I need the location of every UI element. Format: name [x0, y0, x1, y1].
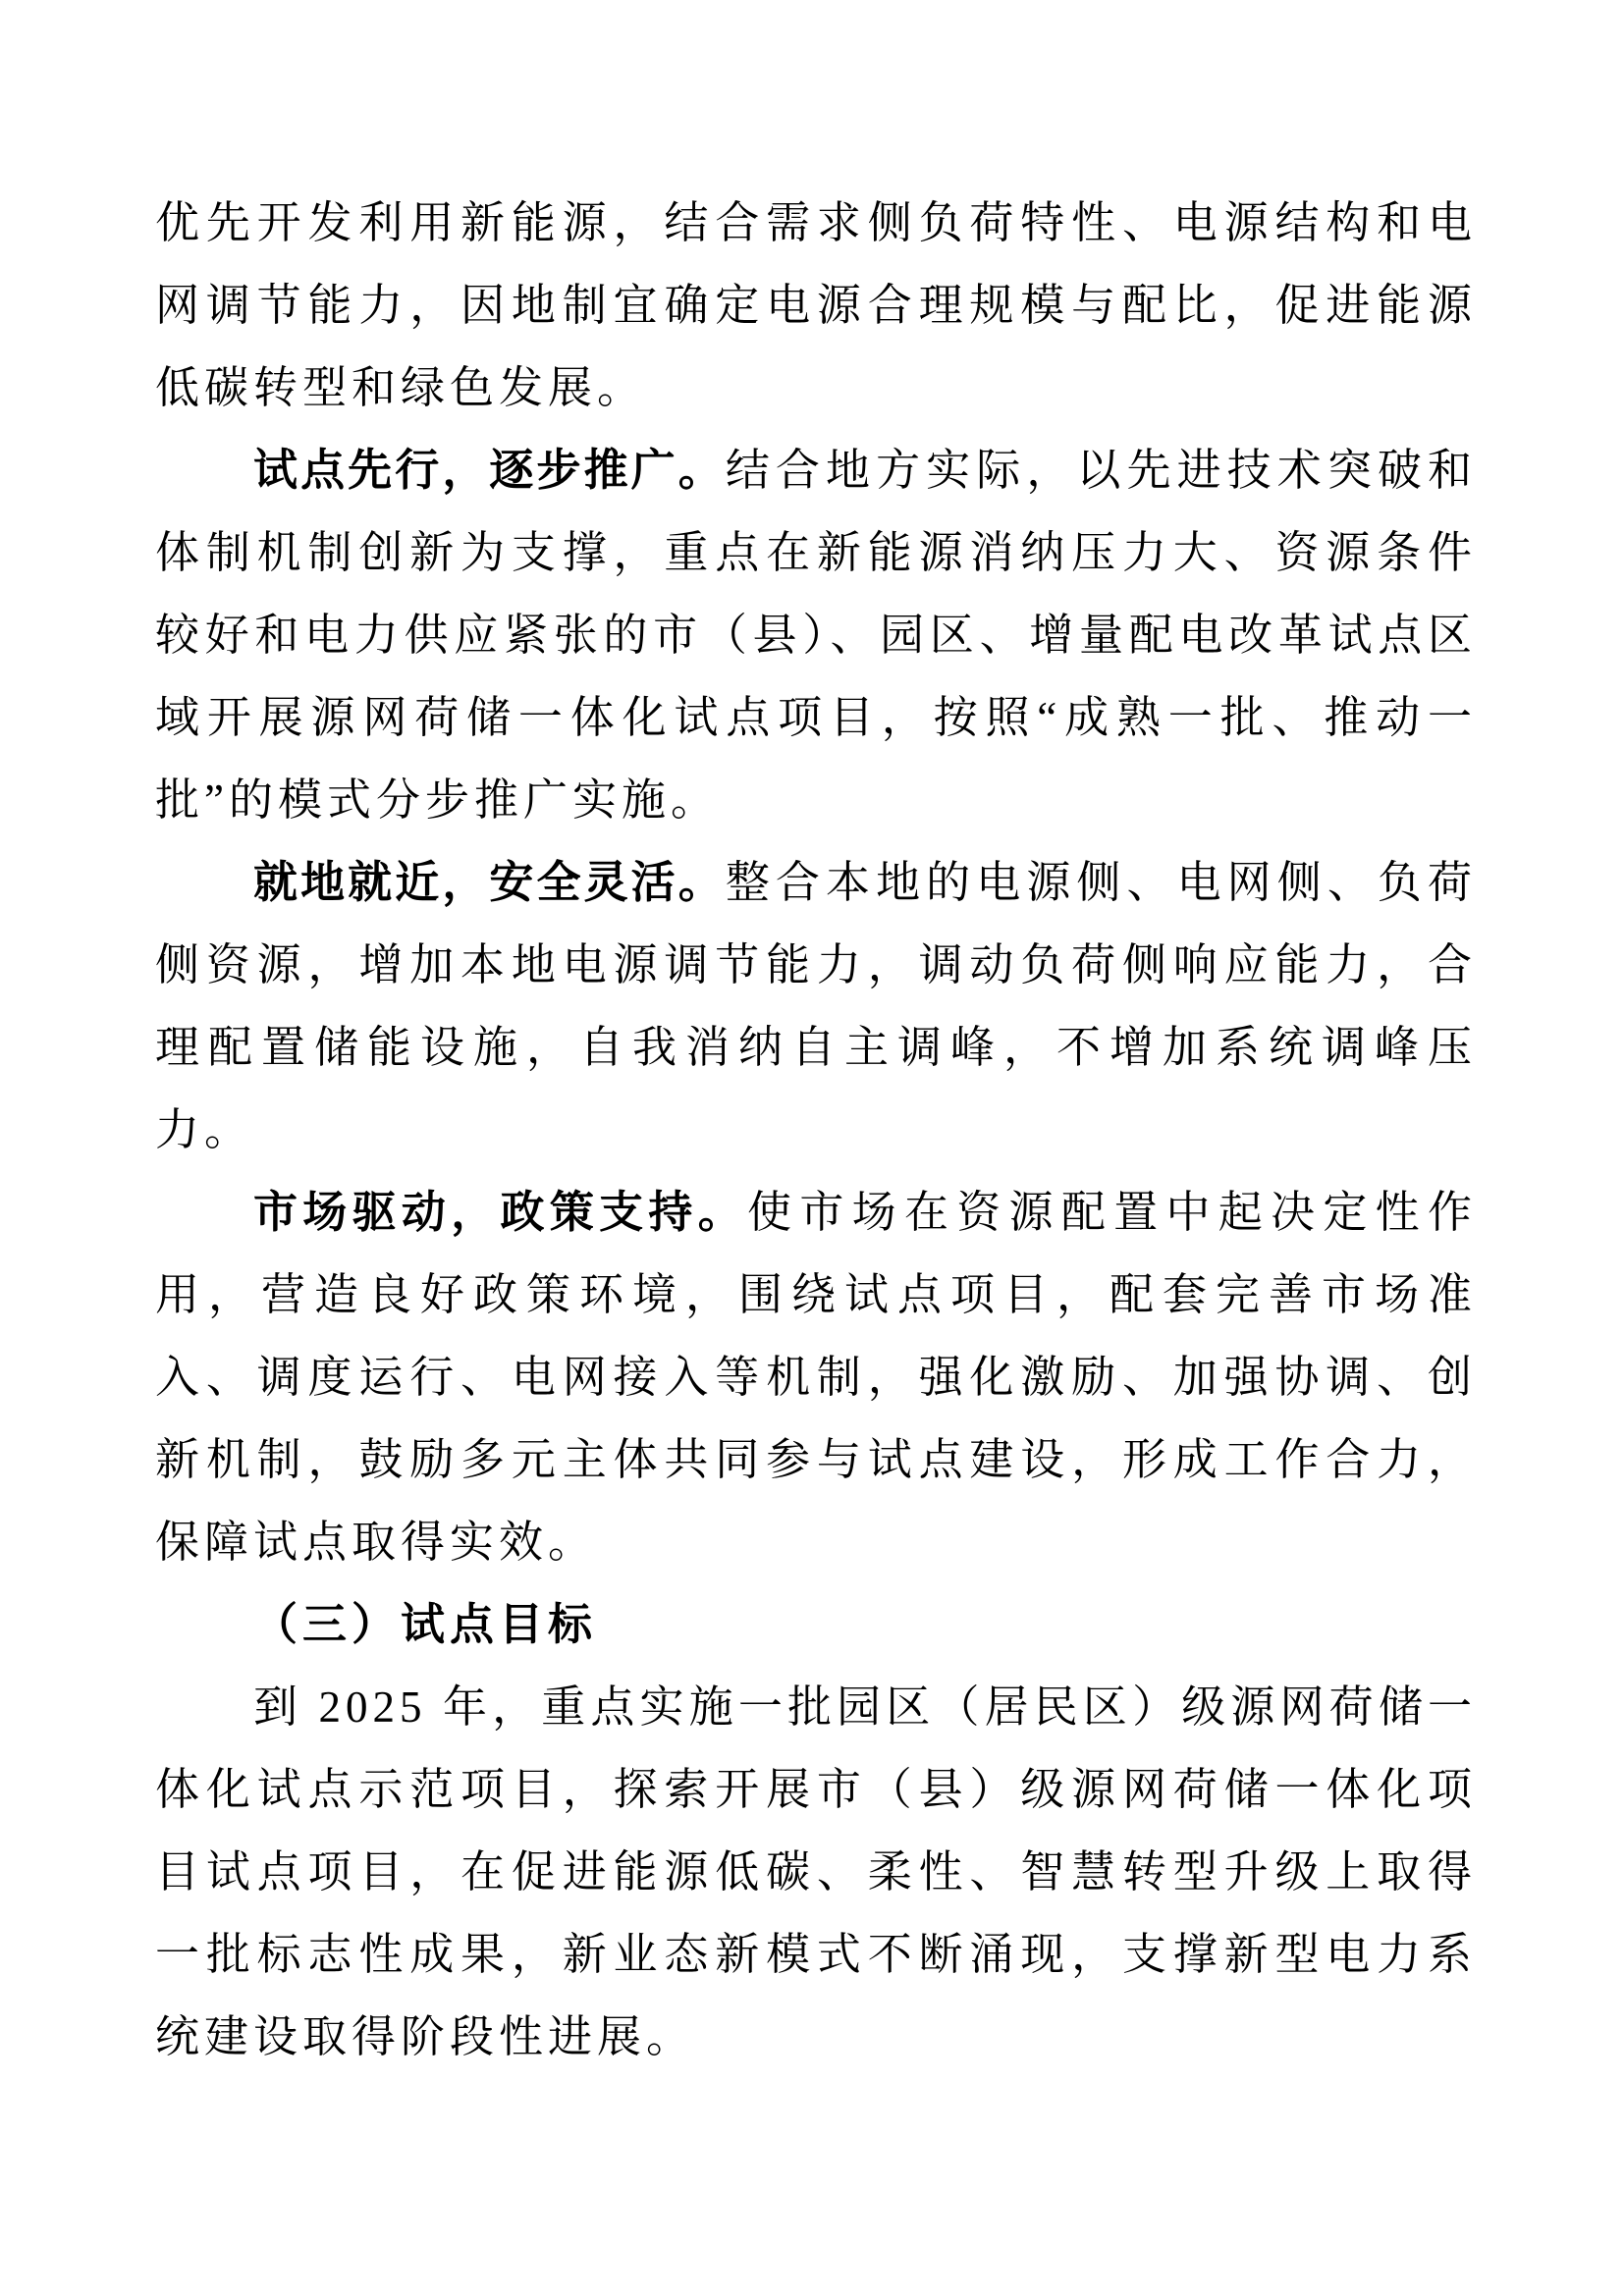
paragraph-body: 结合地方实际，以先进技术突破和体制机制创新为支撑，重点在新能源消纳压力大、资源条件较好和电力供应紧张的市（县）、园区、增量配电改革试点区域开展源网荷储一体化试点项目，按照“成熟一批、推动一批”的模式分步推广实施。 [155, 446, 1477, 825]
paragraph-pilot-first [155, 429, 1477, 841]
paragraph-lead: 市场驱动，政策支持。 [253, 1187, 748, 1237]
paragraph-body: 整合本地的电源侧、电网侧、负荷侧资源，增加本地电源调节能力，调动负荷侧响应能力，合理配置储能设施，自我消纳自主调峰，不增加系统调峰压力。 [155, 858, 1477, 1154]
paragraph-body: 使市场在资源配置中起决定性作用，营造良好政策环境，围绕试点项目，配套完善市场准入、调度运行、电网接入等机制，强化激励、加强协调、创新机制，鼓励多元主体共同参与试点建设，形成工作合力，保障试点取得实效。 [155, 1188, 1477, 1567]
section-heading-text: （三）试点目标 [253, 1599, 598, 1649]
section-heading [155, 1583, 1477, 1666]
paragraph-goals [155, 1666, 1477, 2078]
paragraph-continuation [155, 182, 1477, 429]
paragraph-body: 到 2025 年，重点实施一批园区（居民区）级源网荷储一体化试点示范项目，探索开展市（县）级源网荷储一体化项目试点项目，在促进能源低碳、柔性、智慧转型升级上取得一批标志性成果，新业态新模式不断涌现，支撑新型电力系统建设取得阶段性进展。 [155, 1682, 1477, 2061]
paragraph-local-safe [155, 841, 1477, 1171]
paragraph-lead: 就地就近，安全灵活。 [253, 857, 726, 907]
text-column [155, 182, 1477, 2078]
paragraph-body: 优先开发利用新能源，结合需求侧负荷特性、电源结构和电网调节能力，因地制宜确定电源合理规模与配比，促进能源低碳转型和绿色发展。 [155, 198, 1477, 412]
paragraph-lead: 试点先行，逐步推广。 [253, 445, 726, 495]
paragraph-market-driven [155, 1171, 1477, 1583]
